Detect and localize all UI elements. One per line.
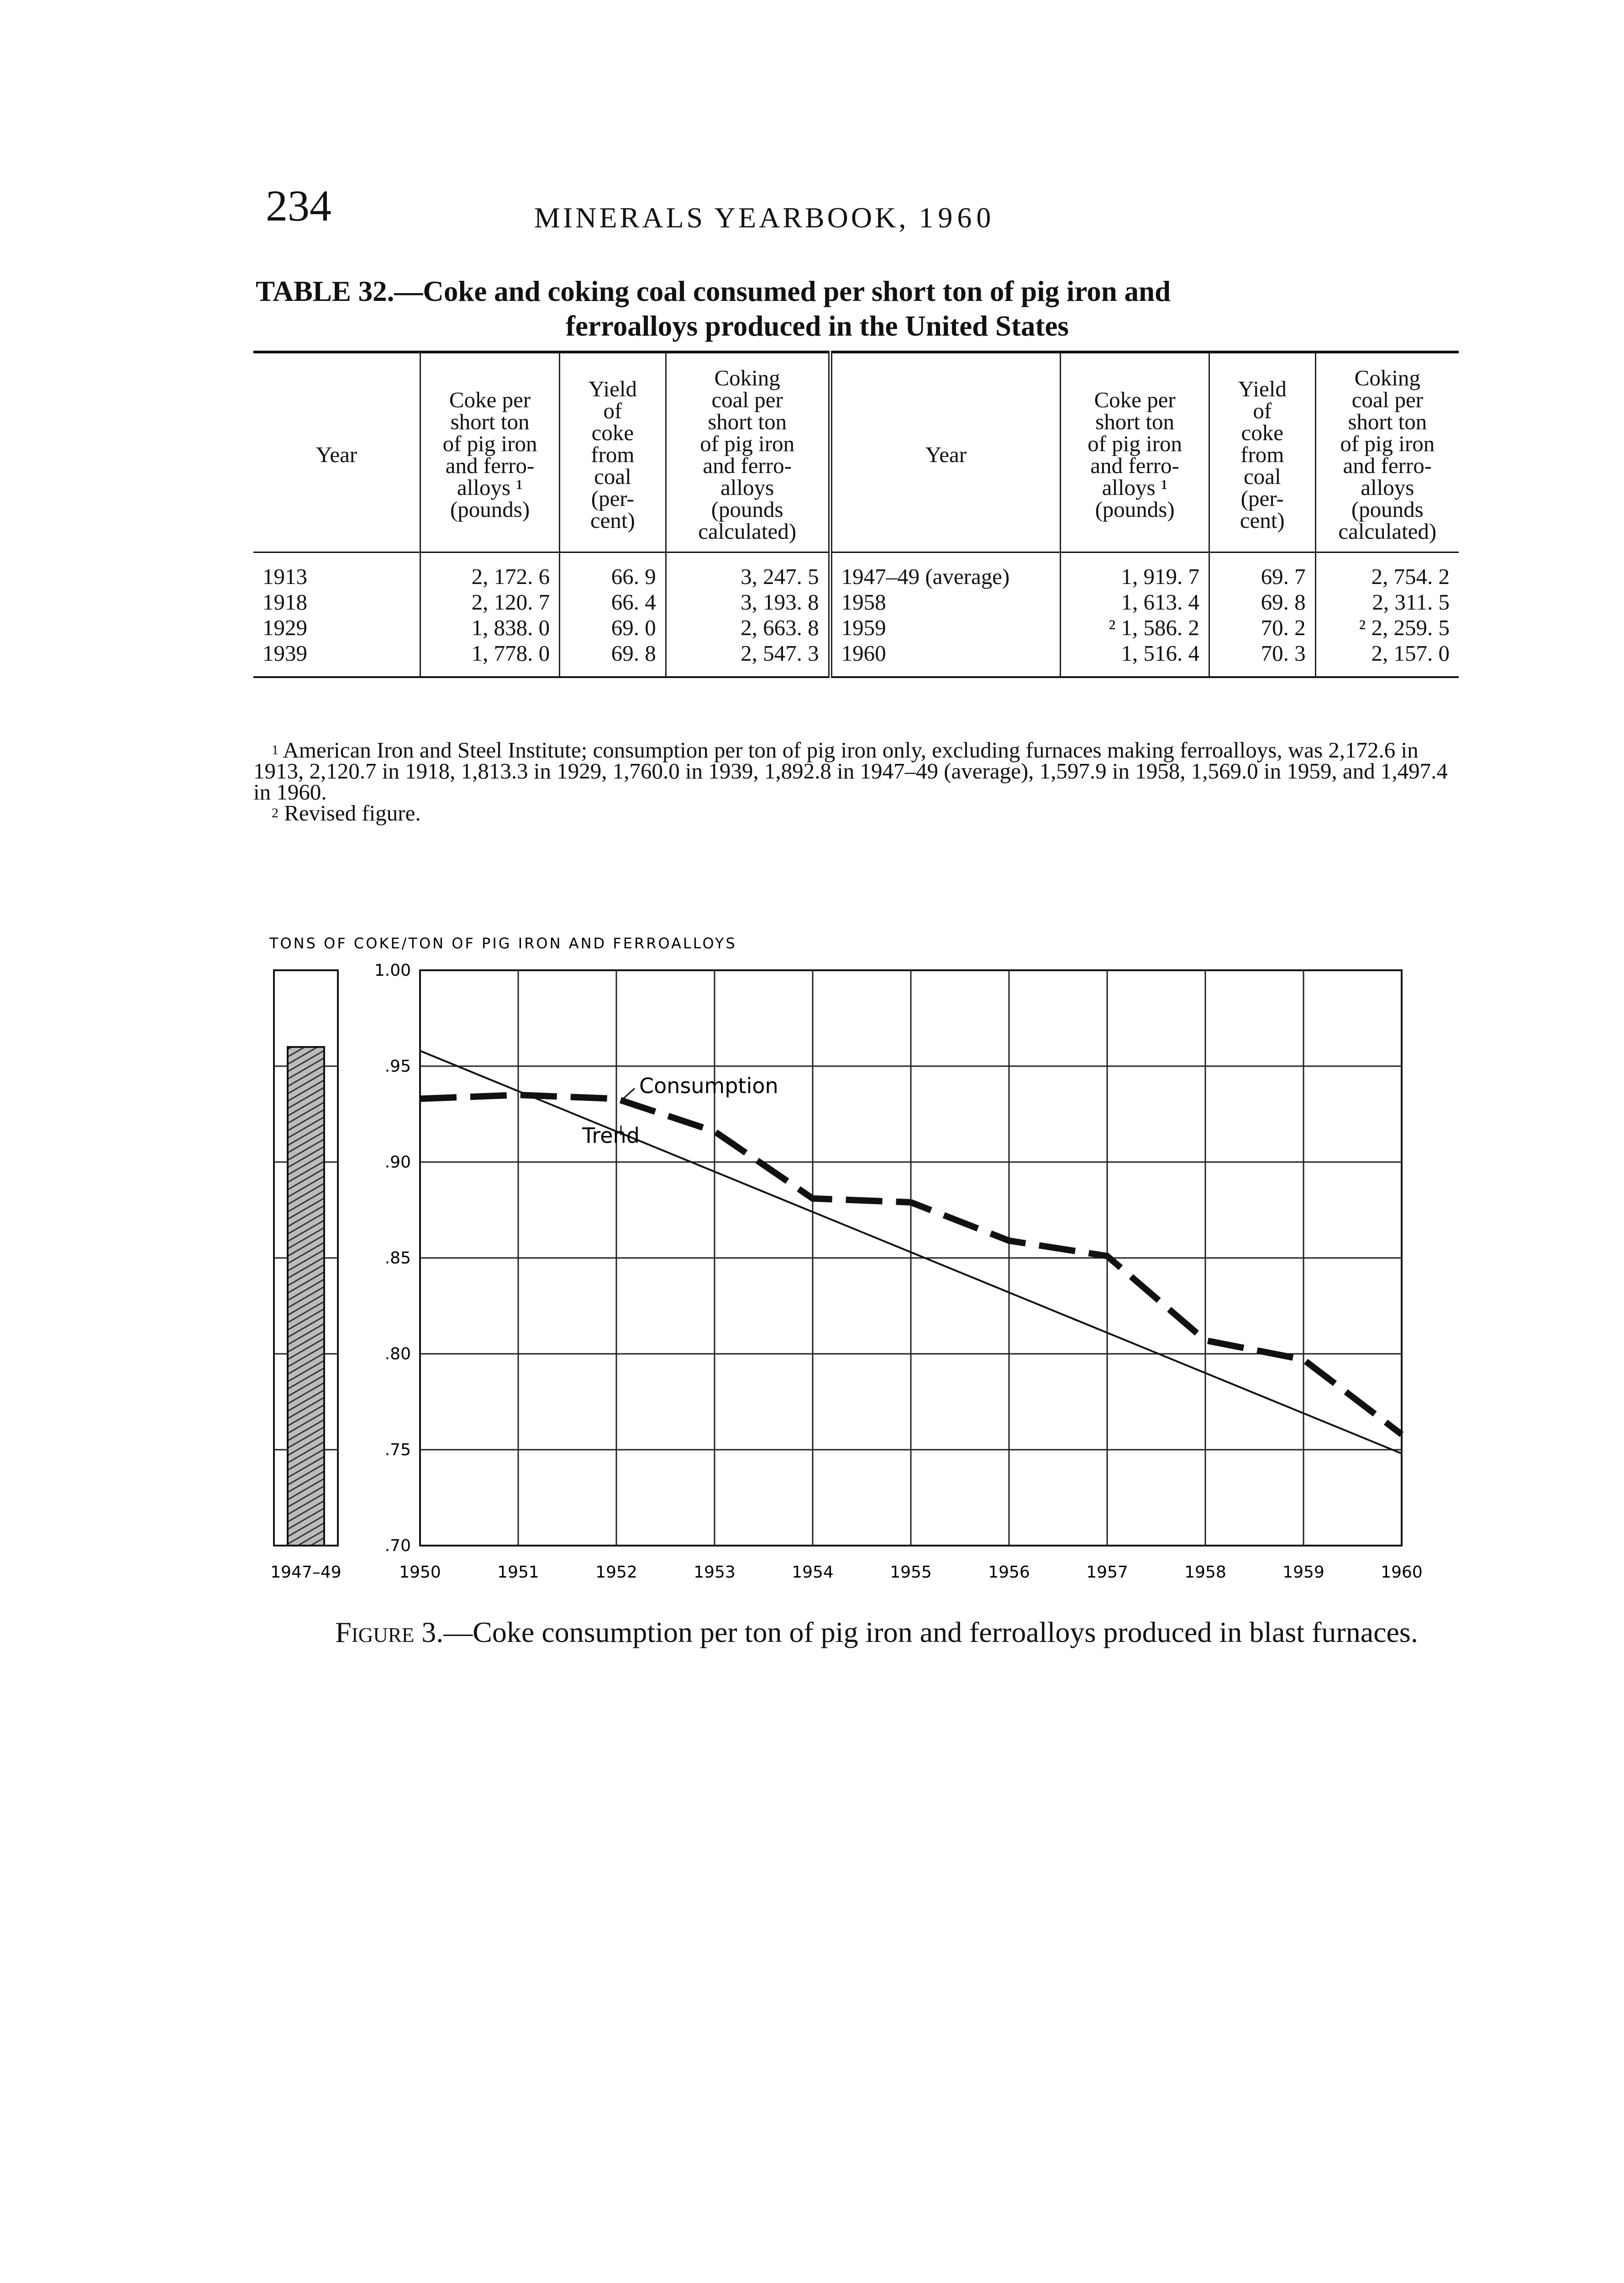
table-caption-line2: ferroalloys produced in the United States xyxy=(566,310,1069,342)
footnotes xyxy=(253,737,1468,826)
header-coke-left xyxy=(420,352,560,552)
running-year: 1960 xyxy=(919,201,996,234)
header-line: (per- xyxy=(1240,486,1284,511)
header-line: coke xyxy=(1241,420,1284,445)
table-body xyxy=(253,552,1459,678)
table-cell-yield: 69. 7 xyxy=(1209,552,1315,590)
header-coking-left xyxy=(666,352,830,552)
header-line: coal xyxy=(594,464,631,489)
header-line: calculated) xyxy=(1338,519,1437,544)
table-cell-coke: 1, 778. 0 xyxy=(420,641,560,677)
reference-bar xyxy=(288,1047,324,1546)
x-tick-label: 1955 xyxy=(890,1563,932,1582)
table-cell-coke: 2, 120. 7 xyxy=(420,589,560,615)
header-line: alloys ¹ xyxy=(1102,475,1168,500)
reference-bar-label: 1947–49 xyxy=(270,1563,342,1582)
header-line: Coking xyxy=(714,365,780,390)
series-leader-consumption xyxy=(621,1089,635,1101)
x-tick-label: 1958 xyxy=(1184,1563,1226,1582)
header-line: (pounds) xyxy=(450,497,530,522)
table-cell-year: 1947–49 (average) xyxy=(830,552,1061,590)
figure-caption xyxy=(292,1616,1461,1648)
x-tick-label: 1960 xyxy=(1381,1563,1423,1582)
header-line: and ferro- xyxy=(703,453,792,478)
running-head xyxy=(534,201,995,235)
header-line: Yield xyxy=(1238,376,1287,401)
header-line: coal per xyxy=(1351,387,1424,412)
header-line: of xyxy=(603,398,622,423)
header-line: Coking xyxy=(1354,365,1420,390)
table-cell-coking: 2, 663. 8 xyxy=(666,615,830,641)
header-line: coal per xyxy=(711,387,783,412)
header-line: coal xyxy=(1243,464,1281,489)
header-line: (per- xyxy=(591,486,635,511)
table-cell-coke: 1, 838. 0 xyxy=(420,615,560,641)
x-tick-label: 1957 xyxy=(1086,1563,1128,1582)
table-cell-year: 1960 xyxy=(830,641,1061,677)
header-year-right: Year xyxy=(830,352,1061,552)
header-line: Coke per xyxy=(1094,387,1176,412)
table-cell-coke: 1, 613. 4 xyxy=(1061,589,1209,615)
header-line: coke xyxy=(591,420,634,445)
header-coking-right xyxy=(1315,352,1459,552)
header-line: of pig iron xyxy=(442,431,537,456)
x-tick-label: 1950 xyxy=(399,1563,441,1582)
header-line: of pig iron xyxy=(700,431,795,456)
table-cell-yield: 66. 4 xyxy=(560,589,666,615)
figure-chart xyxy=(256,927,1443,1630)
series-label-trend: Trend xyxy=(582,1123,640,1148)
header-yield-left xyxy=(560,352,666,552)
table-cell-coking: ² 2, 259. 5 xyxy=(1315,615,1459,641)
header-line: and ferro- xyxy=(1343,453,1432,478)
header-line: calculated) xyxy=(698,519,797,544)
table-cell-coking: 3, 193. 8 xyxy=(666,589,830,615)
table-cell-year: 1958 xyxy=(830,589,1061,615)
table-cell-coking: 2, 157. 0 xyxy=(1315,641,1459,677)
header-line: short ton xyxy=(1348,409,1427,434)
header-coke-right xyxy=(1061,352,1209,552)
table-caption xyxy=(256,274,1488,343)
table-cell-yield: 70. 3 xyxy=(1209,641,1315,677)
table-cell-yield: 69. 0 xyxy=(560,615,666,641)
header-yield-right xyxy=(1209,352,1315,552)
chart-layer xyxy=(270,961,1423,1582)
x-tick-label: 1959 xyxy=(1282,1563,1324,1582)
table-row xyxy=(253,552,1459,590)
header-year-left: Year xyxy=(315,442,357,467)
header-line: (pounds xyxy=(1351,497,1424,522)
data-table xyxy=(253,351,1459,678)
table-cell-coking: 2, 547. 3 xyxy=(666,641,830,677)
table-cell-coke: 1, 919. 7 xyxy=(1061,552,1209,590)
x-tick-label: 1953 xyxy=(694,1563,736,1582)
chart-title: TONS OF COKE/TON OF PIG IRON AND FERROALLOYS xyxy=(269,935,737,952)
table-cell-coking: 3, 247. 5 xyxy=(666,552,830,590)
header-line: short ton xyxy=(708,409,787,434)
header-line: (pounds xyxy=(711,497,783,522)
header-line: of pig iron xyxy=(1088,431,1182,456)
x-tick-label: 1954 xyxy=(792,1563,834,1582)
table-cell-coke: 1, 516. 4 xyxy=(1061,641,1209,677)
header-line: short ton xyxy=(450,409,530,434)
y-tick-label: .85 xyxy=(384,1249,411,1268)
y-tick-label: .90 xyxy=(384,1153,411,1172)
table-cell-coke: ² 1, 586. 2 xyxy=(1061,615,1209,641)
chart-svg xyxy=(256,927,1443,1630)
table-cell-year: 1918 xyxy=(263,589,307,615)
page-number: 234 xyxy=(266,181,331,230)
header-line: alloys xyxy=(720,475,774,500)
x-tick-label: 1952 xyxy=(595,1563,637,1582)
x-tick-label: 1956 xyxy=(988,1563,1030,1582)
y-tick-label: .70 xyxy=(384,1536,411,1555)
table-cell-coke: 2, 172. 6 xyxy=(420,552,560,590)
figure-caption-label: Figure 3. xyxy=(335,1616,444,1648)
table-header-row xyxy=(253,352,1459,552)
table-cell-yield: 69. 8 xyxy=(560,641,666,677)
y-tick-label: .75 xyxy=(384,1441,411,1459)
header-line: cent) xyxy=(590,508,635,533)
header-line: alloys ¹ xyxy=(457,475,523,500)
series-label-consumption: Consumption xyxy=(639,1073,778,1098)
table-row xyxy=(253,589,1459,615)
table-cell-yield: 66. 9 xyxy=(560,552,666,590)
table-cell-yield: 70. 2 xyxy=(1209,615,1315,641)
table-cell-year: 1959 xyxy=(830,615,1061,641)
footnote-2: $^2$ Revised figure. xyxy=(272,800,421,826)
header-line: of xyxy=(1253,398,1272,423)
table-cell-coking: 2, 311. 5 xyxy=(1315,589,1459,615)
header-line: Yield xyxy=(588,376,637,401)
table-row xyxy=(253,615,1459,641)
header-line: short ton xyxy=(1095,409,1174,434)
table-cell-yield: 69. 8 xyxy=(1209,589,1315,615)
header-line: Coke per xyxy=(449,387,531,412)
header-line: (pounds) xyxy=(1095,497,1175,522)
y-tick-label: .95 xyxy=(384,1057,411,1076)
header-line: cent) xyxy=(1240,508,1285,533)
x-tick-label: 1951 xyxy=(497,1563,539,1582)
header-line: alloys xyxy=(1361,475,1414,500)
y-tick-label: 1.00 xyxy=(374,961,411,980)
table-row xyxy=(253,641,1459,677)
header-line: from xyxy=(591,442,635,467)
header-line: from xyxy=(1240,442,1284,467)
table-cell-year: 1913 xyxy=(253,552,420,590)
header-line: and ferro- xyxy=(445,453,535,478)
header-line: of pig iron xyxy=(1340,431,1435,456)
footnote-1: $^1$ American Iron and Steel Institute; consumption per ton of pig iron only, excluding furnaces making ferroalloys, was 2,172.6 in 1913, 2,120.7 in 1918, 1,813.3 in 1929, 1,760.0 in 1939, 1,892.8 in 1947–49 (average), 1,597.9 in 1958, 1,569.0 in 1959, and 1,497.4 in 1960. xyxy=(253,737,1448,805)
table-cell-year: 1929 xyxy=(263,615,307,640)
table-caption-line1: TABLE 32.—Coke and coking coal consumed per short ton of pig iron and xyxy=(256,275,1171,307)
table-cell-year: 1939 xyxy=(253,641,420,677)
figure-caption-text: —Coke consumption per ton of pig iron and ferroalloys produced in blast furnaces. xyxy=(443,1616,1418,1648)
table-cell-coking: 2, 754. 2 xyxy=(1315,552,1459,590)
running-title: MINERALS YEARBOOK, xyxy=(534,201,909,234)
y-tick-label: .80 xyxy=(384,1345,411,1363)
header-line: and ferro- xyxy=(1090,453,1179,478)
